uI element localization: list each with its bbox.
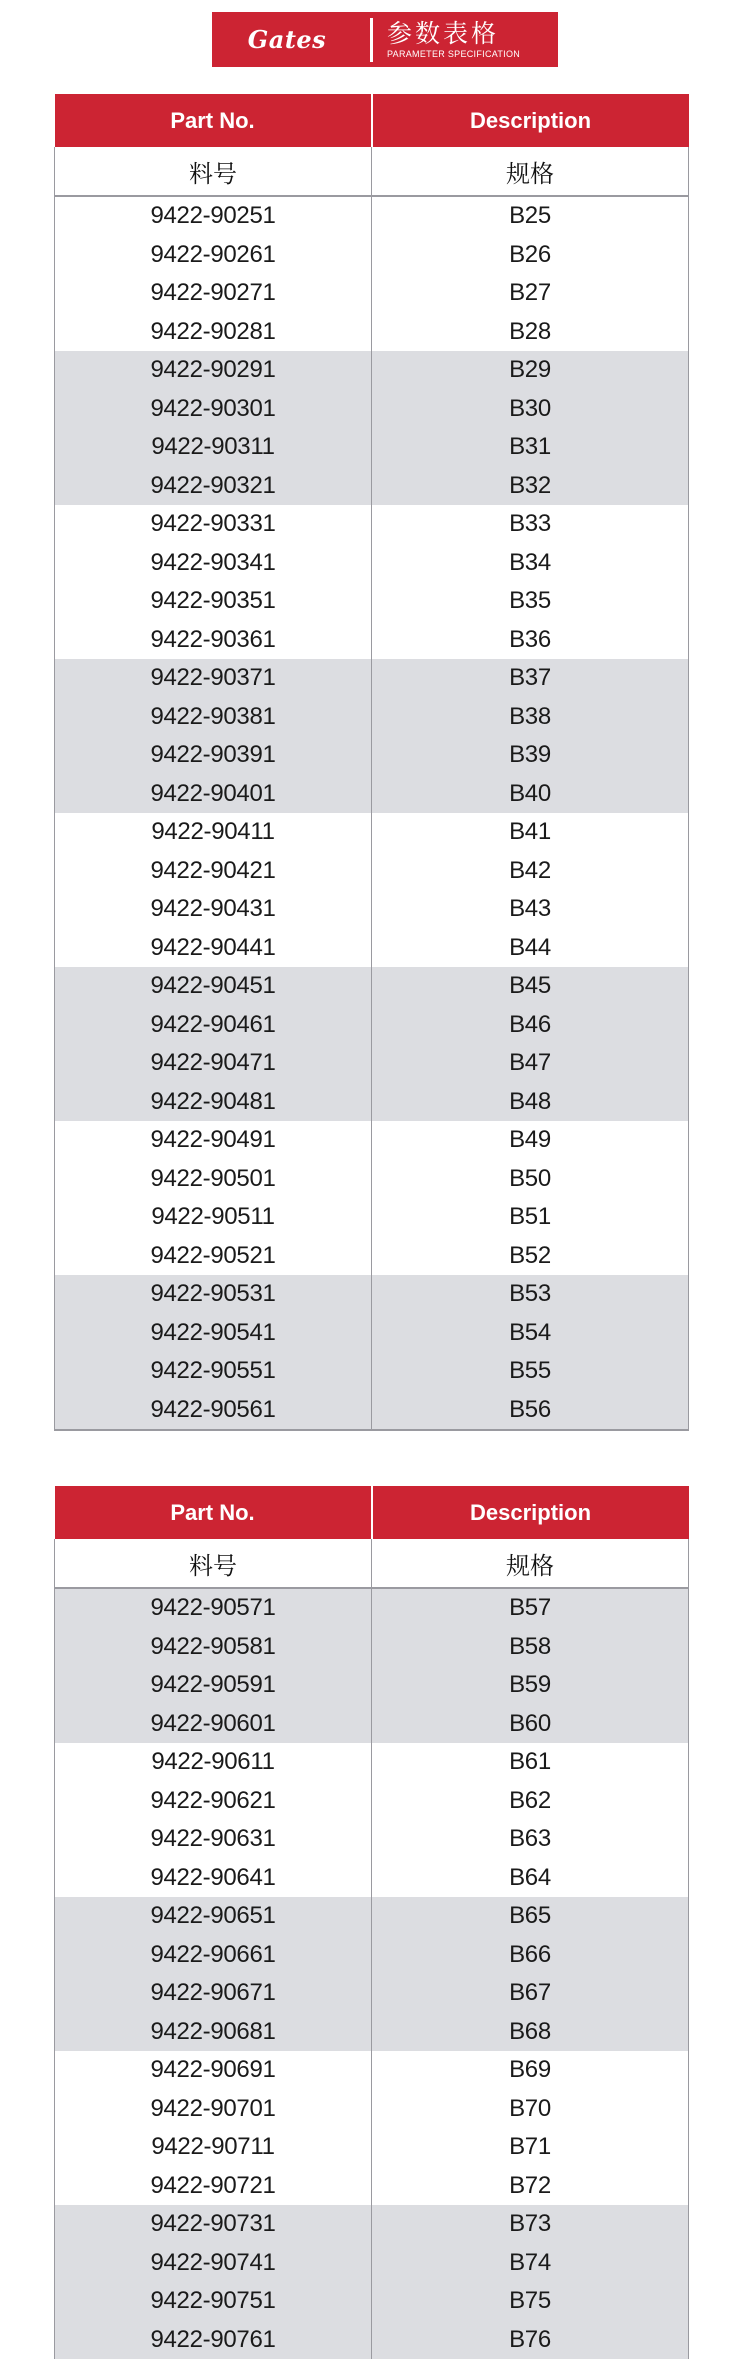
part-number-cell: 9422-90331 <box>55 505 372 544</box>
banner-divider <box>370 18 373 62</box>
description-cell: B53 <box>372 1275 689 1314</box>
table-row <box>55 505 689 544</box>
header-row <box>55 94 689 147</box>
table-row <box>55 428 689 467</box>
table-row <box>55 544 689 583</box>
table-row <box>55 1198 689 1237</box>
description-cell: B51 <box>372 1198 689 1237</box>
description-cell: B38 <box>372 698 689 737</box>
part-number-cell: 9422-90661 <box>55 1936 372 1975</box>
table-row <box>55 1705 689 1744</box>
part-number-cell: 9422-90411 <box>55 813 372 852</box>
part-number-cell: 9422-90401 <box>55 775 372 814</box>
table-row <box>55 2167 689 2206</box>
part-number-cell: 9422-90391 <box>55 736 372 775</box>
part-number-cell: 9422-90551 <box>55 1352 372 1391</box>
table-row <box>55 2090 689 2129</box>
part-number-cell: 9422-90761 <box>55 2321 372 2360</box>
col-header-description: Description <box>372 1486 689 1539</box>
table-row <box>55 775 689 814</box>
description-cell: B75 <box>372 2282 689 2321</box>
table-row <box>55 698 689 737</box>
part-number-cell: 9422-90691 <box>55 2051 372 2090</box>
description-cell: B40 <box>372 775 689 814</box>
table-row <box>55 467 689 506</box>
part-number-cell: 9422-90291 <box>55 351 372 390</box>
part-number-cell: 9422-90631 <box>55 1820 372 1859</box>
part-number-cell: 9422-90451 <box>55 967 372 1006</box>
table-row <box>55 1314 689 1353</box>
description-cell: B57 <box>372 1588 689 1628</box>
part-number-cell: 9422-90611 <box>55 1743 372 1782</box>
header-row <box>55 1486 689 1539</box>
description-cell: B48 <box>372 1083 689 1122</box>
table-row <box>55 967 689 1006</box>
col-subheader-part-no: 料号 <box>55 147 372 196</box>
table-row <box>55 2051 689 2090</box>
table-row <box>55 2244 689 2283</box>
description-cell: B49 <box>372 1121 689 1160</box>
part-number-cell: 9422-90591 <box>55 1666 372 1705</box>
description-cell: B42 <box>372 852 689 891</box>
table-row <box>55 1820 689 1859</box>
part-number-cell: 9422-90261 <box>55 236 372 275</box>
table-row <box>55 1743 689 1782</box>
banner-title-en: PARAMETER SPECIFICATION <box>387 48 521 59</box>
description-cell: B64 <box>372 1859 689 1898</box>
table-row <box>55 196 689 236</box>
part-number-cell: 9422-90621 <box>55 1782 372 1821</box>
table-row <box>55 1083 689 1122</box>
gates-logo: Gates <box>247 25 327 54</box>
description-cell: B74 <box>372 2244 689 2283</box>
part-number-cell: 9422-90721 <box>55 2167 372 2206</box>
table-row <box>55 351 689 390</box>
part-number-cell: 9422-90751 <box>55 2282 372 2321</box>
part-number-cell: 9422-90431 <box>55 890 372 929</box>
part-number-cell: 9422-90481 <box>55 1083 372 1122</box>
table-row <box>55 236 689 275</box>
description-cell: B36 <box>372 621 689 660</box>
description-cell: B31 <box>372 428 689 467</box>
description-cell: B37 <box>372 659 689 698</box>
part-number-cell: 9422-90521 <box>55 1237 372 1276</box>
part-number-cell: 9422-90491 <box>55 1121 372 1160</box>
table-row <box>55 2013 689 2052</box>
description-cell: B35 <box>372 582 689 621</box>
part-number-cell: 9422-90741 <box>55 2244 372 2283</box>
col-subheader-description: 规格 <box>372 1539 689 1588</box>
col-subheader-description: 规格 <box>372 147 689 196</box>
table-row <box>55 890 689 929</box>
part-number-cell: 9422-90281 <box>55 313 372 352</box>
table-row <box>55 1237 689 1276</box>
table-row <box>55 1391 689 1431</box>
table-row <box>55 736 689 775</box>
description-cell: B76 <box>372 2321 689 2360</box>
table-row <box>55 852 689 891</box>
table-row <box>55 929 689 968</box>
banner-title <box>387 20 520 60</box>
table-row <box>55 2205 689 2244</box>
description-cell: B73 <box>372 2205 689 2244</box>
part-number-cell: 9422-90711 <box>55 2128 372 2167</box>
description-cell: B69 <box>372 2051 689 2090</box>
description-cell: B63 <box>372 1820 689 1859</box>
part-number-cell: 9422-90651 <box>55 1897 372 1936</box>
description-cell: B29 <box>372 351 689 390</box>
part-number-cell: 9422-90511 <box>55 1198 372 1237</box>
part-number-cell: 9422-90501 <box>55 1160 372 1199</box>
col-subheader-part-no: 料号 <box>55 1539 372 1588</box>
part-number-cell: 9422-90671 <box>55 1974 372 2013</box>
table-row <box>55 1782 689 1821</box>
subheader-row <box>55 147 689 196</box>
description-cell: B55 <box>372 1352 689 1391</box>
col-header-description: Description <box>372 94 689 147</box>
subheader-row <box>55 1539 689 1588</box>
table-row <box>55 1588 689 1628</box>
table-row <box>55 2321 689 2360</box>
description-cell: B43 <box>372 890 689 929</box>
description-cell: B46 <box>372 1006 689 1045</box>
description-cell: B26 <box>372 236 689 275</box>
part-number-cell: 9422-90581 <box>55 1628 372 1667</box>
description-cell: B66 <box>372 1936 689 1975</box>
description-cell: B65 <box>372 1897 689 1936</box>
description-cell: B28 <box>372 313 689 352</box>
description-cell: B62 <box>372 1782 689 1821</box>
description-cell: B32 <box>372 467 689 506</box>
table-row <box>55 1859 689 1898</box>
table-row <box>55 1352 689 1391</box>
part-number-cell: 9422-90311 <box>55 428 372 467</box>
description-cell: B44 <box>372 929 689 968</box>
spec-table-1 <box>54 94 689 1431</box>
table-row <box>55 1666 689 1705</box>
spec-table-2 <box>54 1486 689 2359</box>
description-cell: B56 <box>372 1391 689 1431</box>
table-row <box>55 274 689 313</box>
banner-title-cn: 参数表格 <box>387 18 500 48</box>
description-cell: B41 <box>372 813 689 852</box>
part-number-cell: 9422-90441 <box>55 929 372 968</box>
part-number-cell: 9422-90251 <box>55 196 372 236</box>
table-row <box>55 621 689 660</box>
table-row <box>55 582 689 621</box>
table-row <box>55 1275 689 1314</box>
description-cell: B47 <box>372 1044 689 1083</box>
part-number-cell: 9422-90681 <box>55 2013 372 2052</box>
table-row <box>55 313 689 352</box>
table-row <box>55 1160 689 1199</box>
table-row <box>55 1006 689 1045</box>
table-row <box>55 813 689 852</box>
part-number-cell: 9422-90271 <box>55 274 372 313</box>
description-cell: B67 <box>372 1974 689 2013</box>
description-cell: B33 <box>372 505 689 544</box>
col-header-part-no: Part No. <box>55 94 372 147</box>
part-number-cell: 9422-90561 <box>55 1391 372 1431</box>
col-header-part-no: Part No. <box>55 1486 372 1539</box>
table-row <box>55 1628 689 1667</box>
description-cell: B59 <box>372 1666 689 1705</box>
part-number-cell: 9422-90471 <box>55 1044 372 1083</box>
description-cell: B60 <box>372 1705 689 1744</box>
part-number-cell: 9422-90531 <box>55 1275 372 1314</box>
part-number-cell: 9422-90541 <box>55 1314 372 1353</box>
description-cell: B61 <box>372 1743 689 1782</box>
description-cell: B71 <box>372 2128 689 2167</box>
description-cell: B50 <box>372 1160 689 1199</box>
description-cell: B72 <box>372 2167 689 2206</box>
part-number-cell: 9422-90571 <box>55 1588 372 1628</box>
table-row <box>55 1044 689 1083</box>
table-row <box>55 1974 689 2013</box>
description-cell: B52 <box>372 1237 689 1276</box>
table-body <box>55 196 689 1430</box>
part-number-cell: 9422-90731 <box>55 2205 372 2244</box>
part-number-cell: 9422-90351 <box>55 582 372 621</box>
table-row <box>55 2128 689 2167</box>
part-number-cell: 9422-90321 <box>55 467 372 506</box>
table-row <box>55 1936 689 1975</box>
description-cell: B70 <box>372 2090 689 2129</box>
part-number-cell: 9422-90701 <box>55 2090 372 2129</box>
table-row <box>55 1121 689 1160</box>
description-cell: B54 <box>372 1314 689 1353</box>
part-number-cell: 9422-90341 <box>55 544 372 583</box>
part-number-cell: 9422-90461 <box>55 1006 372 1045</box>
description-cell: B68 <box>372 2013 689 2052</box>
description-cell: B27 <box>372 274 689 313</box>
table-row <box>55 2282 689 2321</box>
part-number-cell: 9422-90371 <box>55 659 372 698</box>
header-banner <box>212 12 558 67</box>
table-row <box>55 659 689 698</box>
table-body <box>55 1588 689 2359</box>
description-cell: B30 <box>372 390 689 429</box>
description-cell: B34 <box>372 544 689 583</box>
description-cell: B39 <box>372 736 689 775</box>
description-cell: B25 <box>372 196 689 236</box>
description-cell: B58 <box>372 1628 689 1667</box>
part-number-cell: 9422-90601 <box>55 1705 372 1744</box>
table-row <box>55 390 689 429</box>
part-number-cell: 9422-90361 <box>55 621 372 660</box>
description-cell: B45 <box>372 967 689 1006</box>
part-number-cell: 9422-90301 <box>55 390 372 429</box>
part-number-cell: 9422-90421 <box>55 852 372 891</box>
table-row <box>55 1897 689 1936</box>
part-number-cell: 9422-90381 <box>55 698 372 737</box>
part-number-cell: 9422-90641 <box>55 1859 372 1898</box>
